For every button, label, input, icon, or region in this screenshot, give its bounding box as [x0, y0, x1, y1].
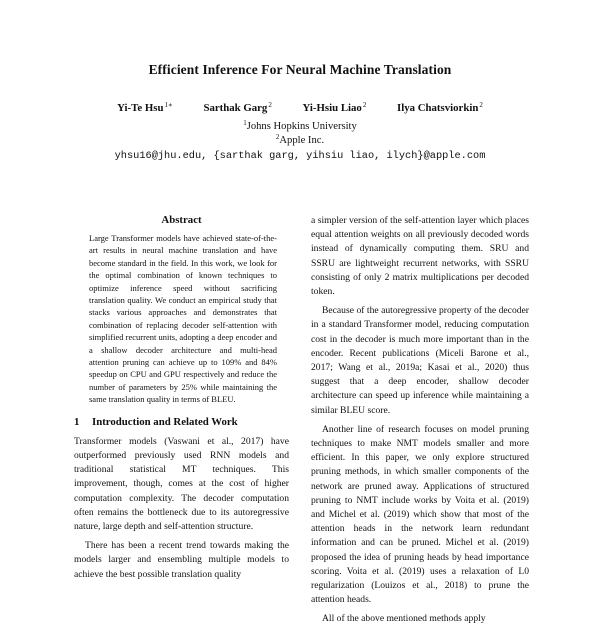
intro-paragraph-1: Transformer models (Vaswani et al., 2017) have outperformed previously used RNN models and traditional statistical MT techniques. This improvement, though, comes at the cost of higher computation complexity. The decoder computation often remains the bottleneck due to its autoregressive nature, large depth and self-attention structure. [74, 435, 289, 532]
author-4: Ilya Chatsviorkin$^2$ [397, 101, 483, 114]
abstract-text: Large Transformer models have achieved state-of-the-art results in neural machine translation and have become standard in the field. In this work, we look for the optimal combination of known techniques to optimize inference speed without sacrificing translation quality. We conduct an empirical study that stacks various approaches and demonstrates that combination of replacing decoder self-attention with simplified recurrent units, adopting a deep encoder and a shallow decoder architecture and multi-head attention pruning can achieve up to 109% and 84% speedup on CPU and GPU respectively and reduce the number of parameters by 25% while maintaining the same translation quality in terms of BLEU. [89, 233, 277, 405]
affiliation-1: $^1$Johns Hopkins University [243, 119, 357, 132]
intro-paragraph-2: There has been a recent trend towards making the models larger and ensembling multiple models to achieve the best possible translation quality [74, 540, 289, 580]
abstract-heading: Abstract [161, 214, 202, 226]
section-heading-introduction: 1 Introduction and Related Work [74, 415, 238, 428]
author-list [0, 101, 600, 114]
author-1: Yi-Te Hsu$^{1∗}$ [117, 101, 173, 114]
affiliation-2: $^2$Apple Inc. [275, 133, 325, 146]
left-column [74, 214, 289, 582]
right-paragraph-3: Another line of research focuses on model pruning techniques to make NMT models smaller and more efficient. In this paper, we only explore structured pruning methods, in which smaller components of the network are pruned away. Applications of structured pruning to NMT include works by Voita et al. (2019) and Michel et al. (2019) which show that most of the attention heads in the network learn redundant information and can be pruned. Michel et al. (2019) proposed the idea of pruning heads by head importance scoring. Voita et al. (2019) uses a relaxation of L0 regularization (Louizos et al., 2018) to prune the attention heads. [311, 423, 529, 606]
right-paragraph-1: a simpler version of the self-attention layer which places equal attention weights on all previously decoded words instead of dynamically computing them. SRU and SSRU are lightweight recurrent networks, with SSRU consisting of only 2 matrix multiplications per decoded token. [311, 215, 529, 298]
author-emails: yhsu16@jhu.edu, {sarthak garg, yihsiu liao, ilych}@apple.com [114, 150, 486, 162]
right-paragraph-4: All of the above mentioned methods apply [322, 613, 486, 625]
right-column [311, 214, 529, 627]
paper-title: Efficient Inference For Neural Machine Translation [148, 62, 452, 77]
author-2: Sarthak Garg$^2$ [203, 101, 272, 114]
author-3: Yi-Hsiu Liao$^2$ [302, 101, 367, 114]
right-paragraph-2: Because of the autoregressive property of the decoder in a standard Transformer model, reducing computation cost in the decoder is much more important than in the encoder. Recent publications (Miceli Barone et al., 2017; Wang et al., 2019a; Kasai et al., 2020) thus suggest that a deep encoder, shallow decoder architecture can speed up inference while maintaining a similar BLEU score. [311, 305, 529, 416]
